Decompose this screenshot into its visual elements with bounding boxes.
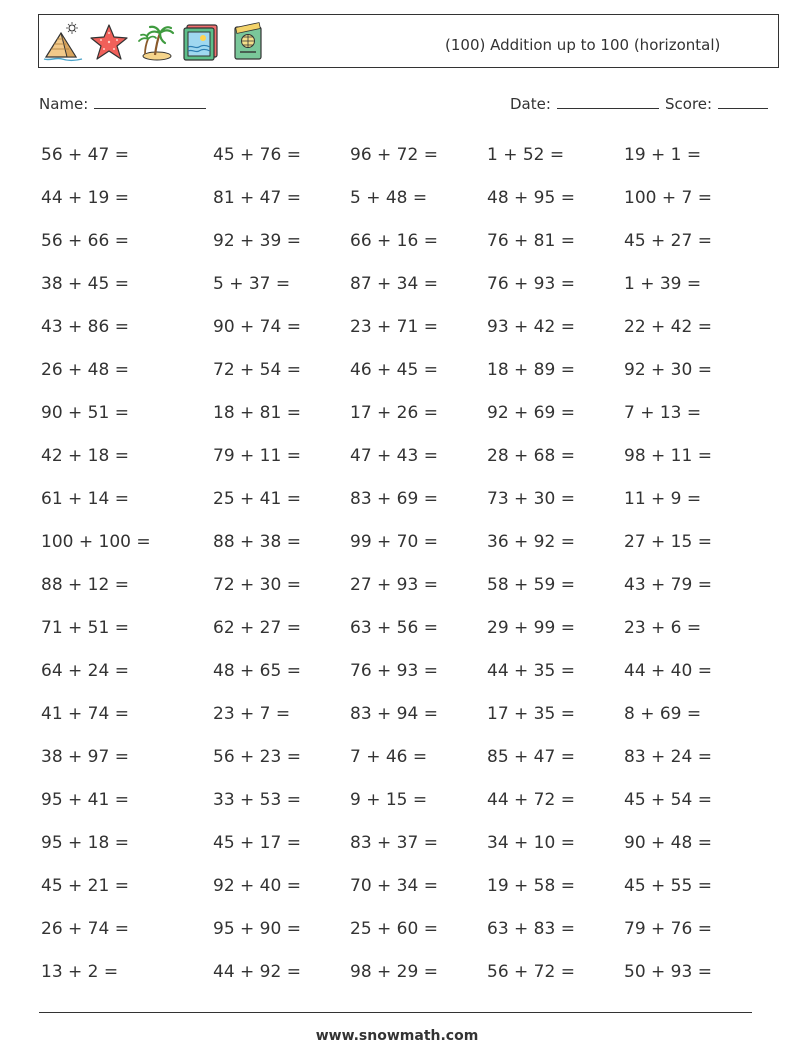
score-blank[interactable] (718, 93, 768, 109)
problem-item: 17 + 26 = (350, 403, 438, 423)
problem-item: 8 + 69 = (624, 704, 702, 724)
photo-frame-icon (181, 21, 221, 63)
problem-item: 66 + 16 = (350, 231, 438, 251)
passport-icon (227, 21, 267, 63)
problem-item: 88 + 12 = (41, 575, 129, 595)
problem-item: 85 + 47 = (487, 747, 575, 767)
problem-item: 22 + 42 = (624, 317, 712, 337)
name-label: Name: (39, 95, 89, 113)
problem-item: 45 + 54 = (624, 790, 712, 810)
problem-item: 98 + 11 = (624, 446, 712, 466)
problem-item: 17 + 35 = (487, 704, 575, 724)
problem-item: 87 + 34 = (350, 274, 438, 294)
problem-item: 27 + 15 = (624, 532, 712, 552)
problem-item: 23 + 6 = (624, 618, 702, 638)
problem-item: 96 + 72 = (350, 145, 438, 165)
problem-item: 56 + 66 = (41, 231, 129, 251)
problem-item: 11 + 9 = (624, 489, 702, 509)
problem-item: 92 + 39 = (213, 231, 301, 251)
problem-item: 64 + 24 = (41, 661, 129, 681)
problem-item: 45 + 76 = (213, 145, 301, 165)
problem-item: 43 + 86 = (41, 317, 129, 337)
problem-item: 45 + 27 = (624, 231, 712, 251)
problem-item: 98 + 29 = (350, 962, 438, 982)
problem-item: 56 + 72 = (487, 962, 575, 982)
starfish-icon (89, 21, 129, 63)
problem-item: 95 + 18 = (41, 833, 129, 853)
score-field[interactable] (665, 93, 768, 113)
problem-item: 62 + 27 = (213, 618, 301, 638)
problem-item: 36 + 92 = (487, 532, 575, 552)
problem-item: 76 + 81 = (487, 231, 575, 251)
problem-item: 83 + 69 = (350, 489, 438, 509)
problem-item: 43 + 79 = (624, 575, 712, 595)
problem-item: 26 + 48 = (41, 360, 129, 380)
problem-item: 63 + 83 = (487, 919, 575, 939)
problem-item: 19 + 1 = (624, 145, 702, 165)
score-label: Score: (665, 95, 713, 113)
problem-item: 56 + 47 = (41, 145, 129, 165)
name-blank[interactable] (94, 93, 206, 109)
problem-item: 92 + 40 = (213, 876, 301, 896)
problem-item: 47 + 43 = (350, 446, 438, 466)
problem-item: 88 + 38 = (213, 532, 301, 552)
problem-item: 58 + 59 = (487, 575, 575, 595)
problem-item: 79 + 11 = (213, 446, 301, 466)
date-label: Date: (510, 95, 551, 113)
problem-item: 38 + 45 = (41, 274, 129, 294)
problem-item: 83 + 24 = (624, 747, 712, 767)
problem-item: 76 + 93 = (350, 661, 438, 681)
problem-item: 83 + 94 = (350, 704, 438, 724)
problem-item: 71 + 51 = (41, 618, 129, 638)
problem-item: 48 + 65 = (213, 661, 301, 681)
problem-item: 9 + 15 = (350, 790, 428, 810)
problem-item: 25 + 41 = (213, 489, 301, 509)
problem-item: 28 + 68 = (487, 446, 575, 466)
problem-item: 45 + 17 = (213, 833, 301, 853)
problem-item: 70 + 34 = (350, 876, 438, 896)
problem-item: 1 + 52 = (487, 145, 565, 165)
problem-item: 83 + 37 = (350, 833, 438, 853)
problem-item: 44 + 35 = (487, 661, 575, 681)
problem-item: 1 + 39 = (624, 274, 702, 294)
problem-item: 92 + 30 = (624, 360, 712, 380)
problem-item: 5 + 48 = (350, 188, 428, 208)
problem-item: 29 + 99 = (487, 618, 575, 638)
problem-item: 72 + 54 = (213, 360, 301, 380)
problem-item: 95 + 90 = (213, 919, 301, 939)
problem-item: 18 + 89 = (487, 360, 575, 380)
problem-item: 95 + 41 = (41, 790, 129, 810)
problem-item: 92 + 69 = (487, 403, 575, 423)
problem-item: 18 + 81 = (213, 403, 301, 423)
problem-item: 61 + 14 = (41, 489, 129, 509)
problem-item: 100 + 100 = (41, 532, 151, 552)
problem-item: 34 + 10 = (487, 833, 575, 853)
worksheet-title: (100) Addition up to 100 (horizontal) (445, 36, 721, 54)
problem-item: 25 + 60 = (350, 919, 438, 939)
problem-item: 56 + 23 = (213, 747, 301, 767)
problem-item: 45 + 21 = (41, 876, 129, 896)
problem-item: 63 + 56 = (350, 618, 438, 638)
worksheet-header (38, 14, 779, 68)
problem-item: 44 + 19 = (41, 188, 129, 208)
problem-item: 7 + 13 = (624, 403, 702, 423)
date-blank[interactable] (557, 93, 659, 109)
palm-island-icon (135, 21, 175, 63)
problem-item: 100 + 7 = (624, 188, 712, 208)
problem-item: 90 + 48 = (624, 833, 712, 853)
problem-item: 72 + 30 = (213, 575, 301, 595)
problem-item: 44 + 40 = (624, 661, 712, 681)
problem-item: 90 + 74 = (213, 317, 301, 337)
problem-item: 27 + 93 = (350, 575, 438, 595)
problem-item: 38 + 97 = (41, 747, 129, 767)
date-field[interactable] (510, 93, 659, 113)
footer-url: www.snowmath.com (315, 1028, 479, 1044)
problem-item: 33 + 53 = (213, 790, 301, 810)
problem-item: 46 + 45 = (350, 360, 438, 380)
problem-item: 26 + 74 = (41, 919, 129, 939)
problem-item: 13 + 2 = (41, 962, 119, 982)
problem-item: 19 + 58 = (487, 876, 575, 896)
problem-item: 5 + 37 = (213, 274, 291, 294)
problem-item: 99 + 70 = (350, 532, 438, 552)
header-icons (43, 20, 267, 64)
problem-item: 42 + 18 = (41, 446, 129, 466)
footer-divider (39, 1012, 752, 1013)
pyramid-icon (43, 21, 83, 63)
name-field[interactable] (39, 93, 206, 113)
problem-item: 48 + 95 = (487, 188, 575, 208)
problem-item: 73 + 30 = (487, 489, 575, 509)
problem-item: 81 + 47 = (213, 188, 301, 208)
problem-item: 23 + 71 = (350, 317, 438, 337)
problem-item: 79 + 76 = (624, 919, 712, 939)
problem-item: 50 + 93 = (624, 962, 712, 982)
problem-item: 90 + 51 = (41, 403, 129, 423)
problem-item: 44 + 72 = (487, 790, 575, 810)
problem-item: 23 + 7 = (213, 704, 291, 724)
problem-item: 45 + 55 = (624, 876, 712, 896)
problem-item: 44 + 92 = (213, 962, 301, 982)
problem-item: 7 + 46 = (350, 747, 428, 767)
problem-item: 76 + 93 = (487, 274, 575, 294)
problem-item: 93 + 42 = (487, 317, 575, 337)
problem-item: 41 + 74 = (41, 704, 129, 724)
